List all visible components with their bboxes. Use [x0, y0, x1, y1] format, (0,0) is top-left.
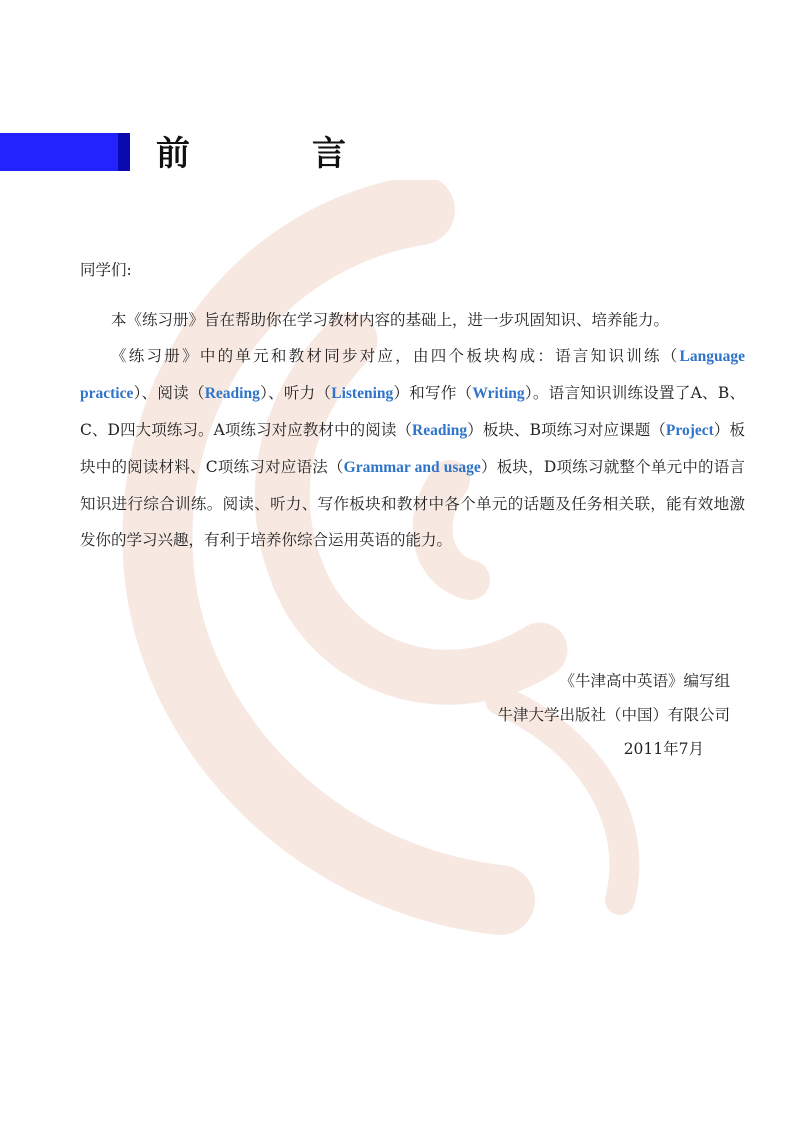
paragraph-text: ）。语言知识训练设置了A、B、C、D四大项练习。A项练习对应教材中的阅读（ [80, 384, 745, 439]
page-title: 前 言 [156, 134, 390, 174]
paragraph-text: 本《练习册》旨在帮助你在学习教材内容的基础上，进一步巩固知识、培养能力。 [111, 311, 670, 329]
preface-paragraph [80, 338, 745, 558]
english-term: Reading [412, 422, 468, 439]
paragraph-text: ）板块、B项练习对应课题（ [467, 421, 666, 439]
paragraph-text: ）和写作（ [393, 384, 473, 402]
english-term: Writing [472, 385, 525, 402]
watermark-swirl-logo [120, 180, 680, 940]
signature-editor: 《牛津高中英语》编写组 [559, 672, 730, 690]
english-term: Listening [331, 385, 394, 402]
paragraph-text: ）板块中的阅读材料、C项练习对应语法（ [80, 421, 745, 476]
preface-paragraph [80, 302, 745, 338]
paragraph-text: ）、听力（ [259, 384, 332, 402]
signature-publisher: 牛津大学出版社（中国）有限公司 [497, 706, 730, 724]
english-term: Grammar and usage [343, 459, 481, 476]
preface-body [80, 302, 745, 558]
paragraph-text: 《练习册》中的单元和教材同步对应，由四个板块构成：语言知识训练（ [111, 347, 680, 365]
title-bar-stripe [118, 133, 130, 171]
paragraph-text: ）板块，D项练习就整个单元中的语言知识进行综合训练。阅读、听力、写作板块和教材中各个单元的话题及任务相关联，能有效地激发你的学习兴趣，有利于培养你综合运用英语的能力。 [80, 458, 745, 549]
english-term: Project [665, 422, 714, 439]
signature-date: 2011年7月 [623, 740, 704, 758]
paragraph-text: ）、阅读（ [133, 384, 205, 402]
english-term: Reading [204, 385, 260, 402]
greeting: 同学们: [80, 261, 132, 279]
title-bar-block [0, 133, 118, 171]
signature-block [430, 664, 730, 766]
english-term: Language practice [80, 348, 745, 402]
title-bar [0, 133, 130, 171]
